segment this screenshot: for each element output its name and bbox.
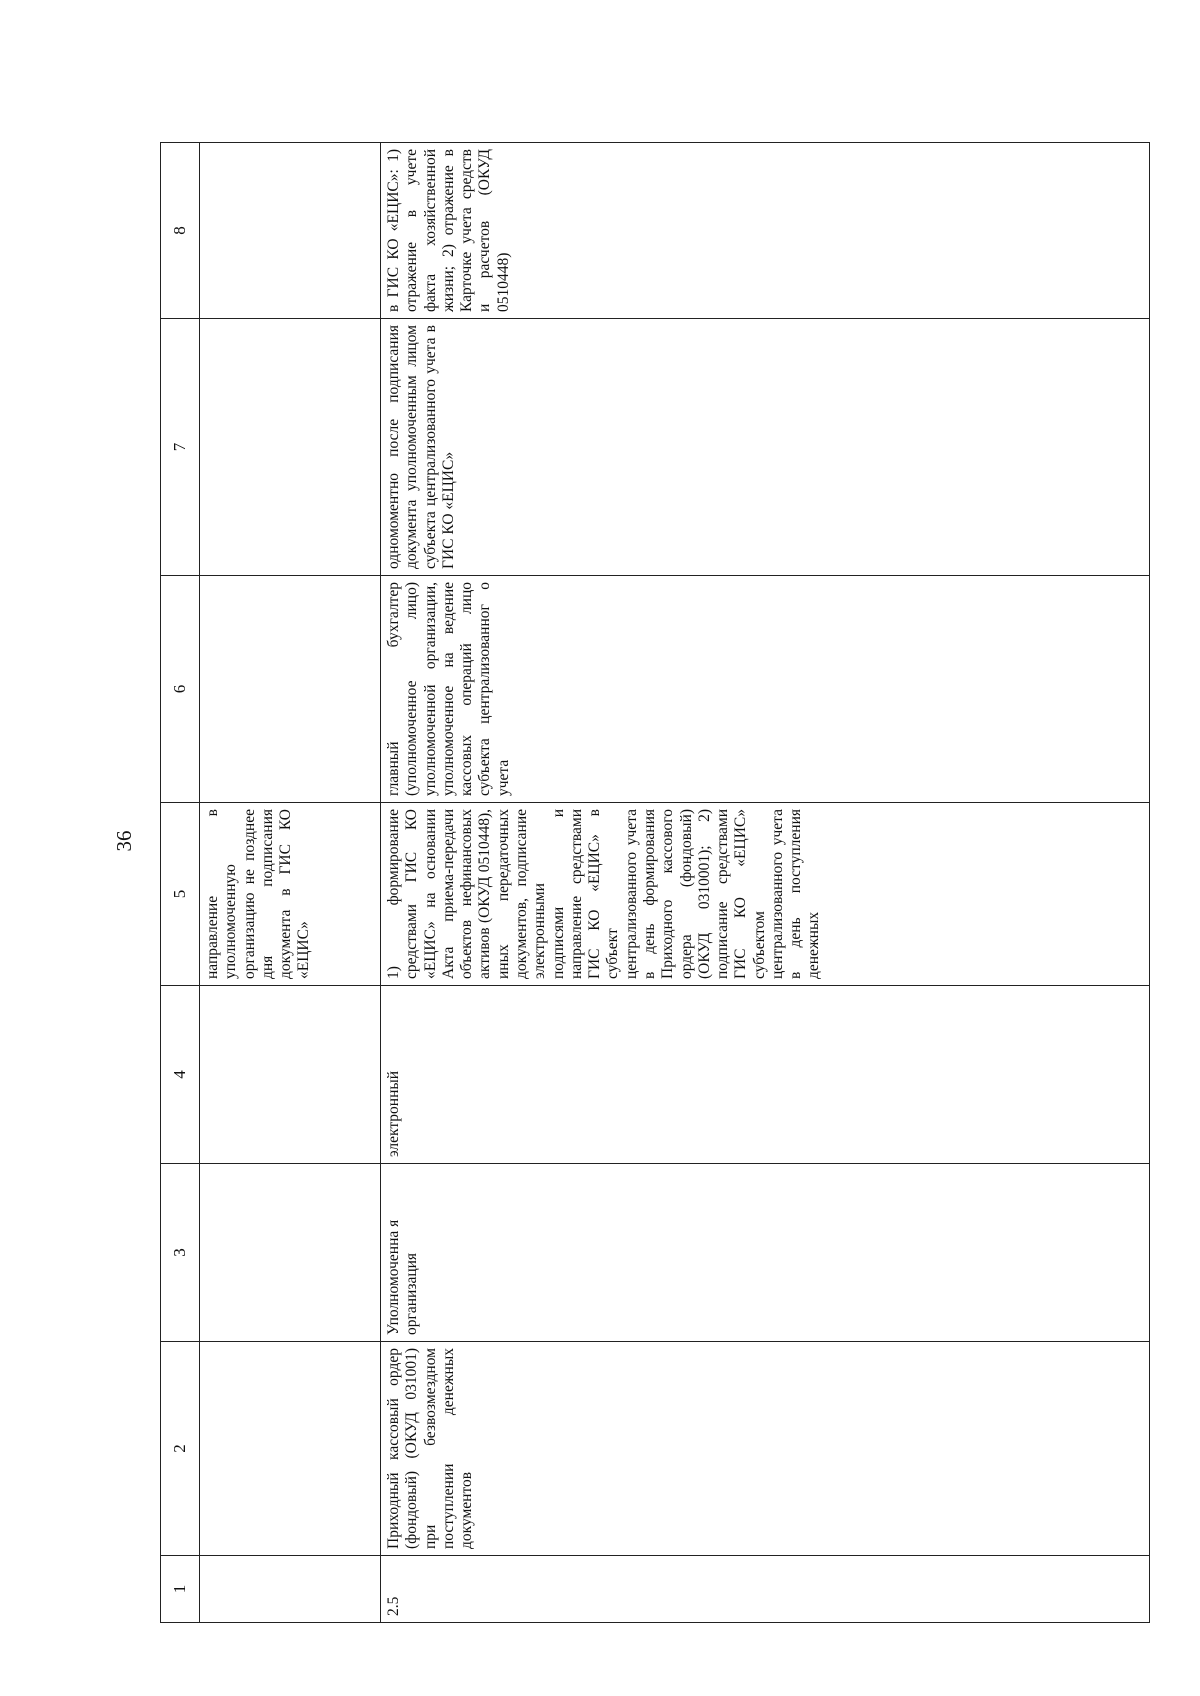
continuation-cell-7 — [200, 319, 381, 576]
continuation-cell-4 — [200, 986, 381, 1164]
procedure-cell: 1) формирование средствами ГИС КО «ЕЦИС» на основании Акта приема-передачи объектов нефинансовых активов (ОКУД 0510448), иных передаточных документов, подписание электронными подписями и направление средствами ГИС КО «ЕЦИС» в субъект централизованного учета в день формирования Приходного кассового ордера (фондовый) (ОКУД 0310001); 2) подписание средствами ГИС КО «ЕЦИС» субъектом централизованного учета в день поступления денежных — [381, 803, 1150, 986]
header-col-6: 6 — [161, 576, 200, 803]
continuation-cell-3 — [200, 1164, 381, 1342]
continuation-row — [200, 143, 381, 1623]
form-cell: электронный — [381, 986, 1150, 1164]
header-col-1: 1 — [161, 1556, 200, 1623]
document-name-cell: Приходный кассовый ордер (фондовый) (ОКУД 031001) при безвозмездном поступлении денежных документов — [381, 1342, 1150, 1556]
header-col-3: 3 — [161, 1164, 200, 1342]
continuation-cell-5: направление в уполномоченную организацию не позднее дня подписания документа в ГИС КО «ЕЦИС» — [200, 803, 381, 986]
continuation-cell-1 — [200, 1556, 381, 1623]
header-row — [161, 143, 200, 1623]
continuation-cell-6 — [200, 576, 381, 803]
result-cell: в ГИС КО «ЕЦИС»: 1) отражение в учете факта хозяйственной жизни; 2) отражение в Карточке учета средств и расчетов (ОКУД 0510448) — [381, 143, 1150, 319]
page-number: 36 — [112, 830, 136, 852]
row-number: 2.5 — [381, 1556, 1150, 1623]
table-row — [381, 143, 1150, 1623]
header-col-8: 8 — [161, 143, 200, 319]
signers-cell: главный бухгалтер (уполномоченное лицо) уполномоченной организации, уполномоченное на ведение кассовых операций лицо субъекта централизованног о учета — [381, 576, 1150, 803]
procedure-table — [160, 142, 1150, 1623]
rotated-table-container — [160, 143, 1150, 1623]
timing-cell: одномоментно после подписания документа уполномоченным лицом субъекта централизованного учета в ГИС КО «ЕЦИС» — [381, 319, 1150, 576]
continuation-cell-8 — [200, 143, 381, 319]
header-col-4: 4 — [161, 986, 200, 1164]
header-col-5: 5 — [161, 803, 200, 986]
header-col-7: 7 — [161, 319, 200, 576]
continuation-cell-2 — [200, 1342, 381, 1556]
responsible-cell: Уполномоченна я организация — [381, 1164, 1150, 1342]
header-col-2: 2 — [161, 1342, 200, 1556]
